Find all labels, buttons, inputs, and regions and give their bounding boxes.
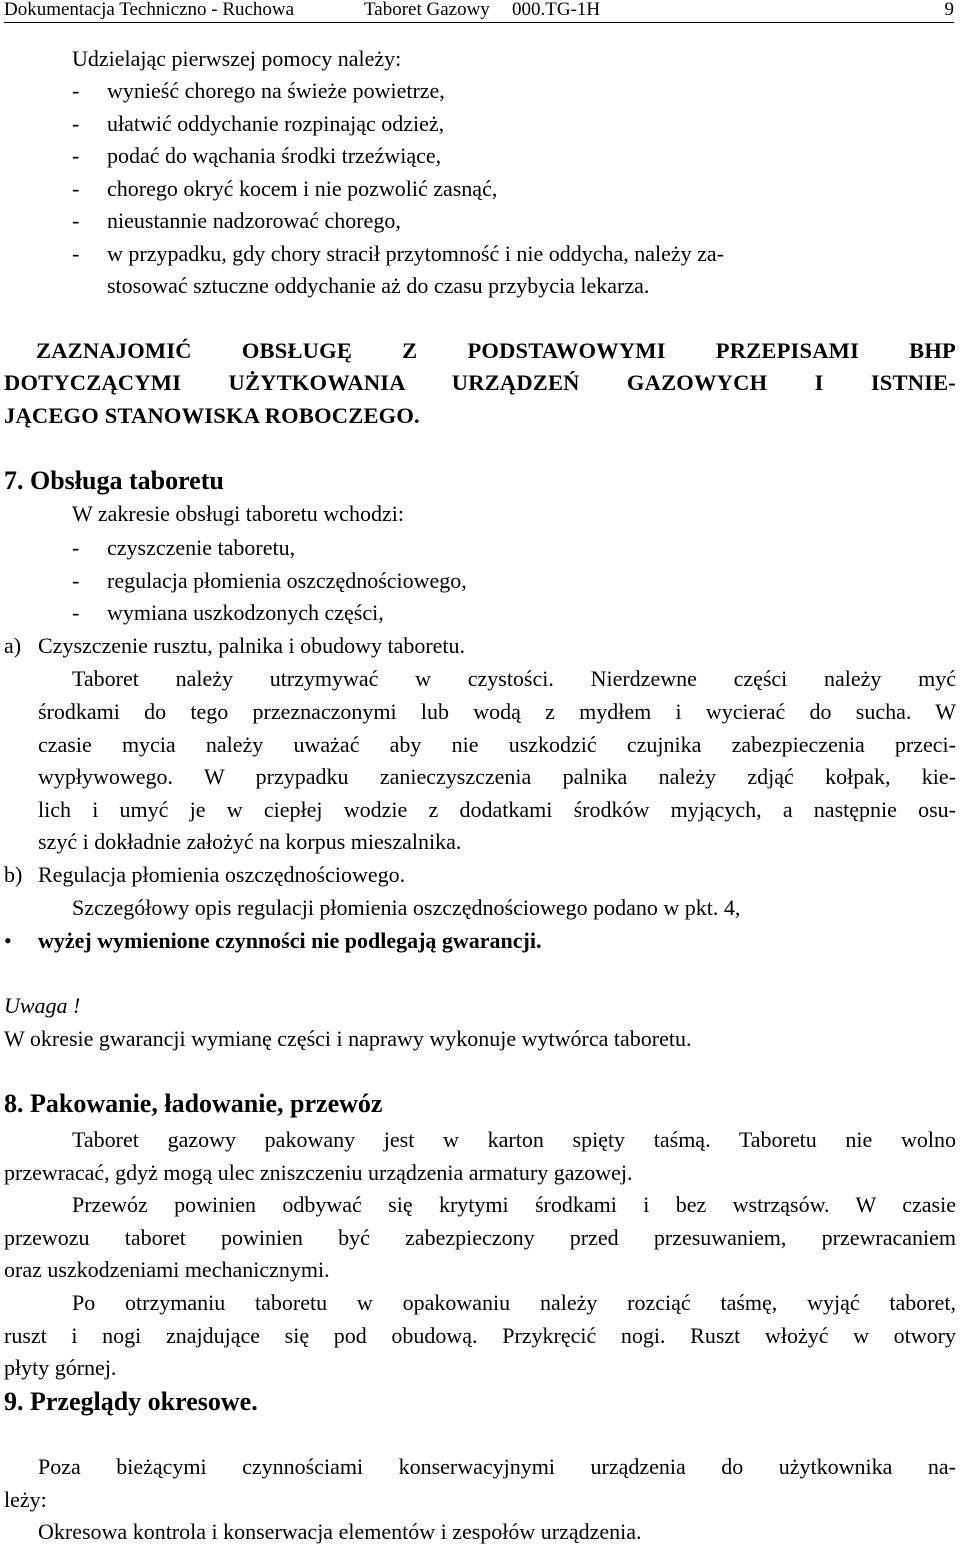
section-8-heading: 8. Pakowanie, ładowanie, przewóz (4, 1089, 383, 1118)
subsection-a-text: czasie mycia należy uważać aby nie uszkodzić czujnika zabezpieczenia przeci- (38, 732, 956, 757)
section-8-text: przewracać, gdyż mogą ulec zniszczeniu urządzenia armatury gazowej. (4, 1160, 633, 1185)
section-8-text: ruszt i nogi znajdujące się pod obudową. Przykręcić nogi. Ruszt włożyć w otwory (4, 1323, 956, 1348)
bhp-notice-line: ZAZNAJOMIĆ OBSŁUGĘ Z PODSTAWOWYMI PRZEPISAMI BHP (36, 338, 956, 363)
subsection-a-text: Taboret należy utrzymywać w czystości. Nierdzewne części należy myć (72, 666, 956, 691)
section-8-text: Przewóz powinien odbywać się krytymi środkami i bez wstrząsów. W czasie (72, 1192, 956, 1217)
subsection-a-text: wypływowego. W przypadku zanieczyszczenia palnika należy zdjąć kołpak, kie- (38, 764, 956, 789)
header-product: Taboret Gazowy (364, 0, 490, 20)
page-header (4, 0, 954, 26)
section-7-item: - wymiana uszkodzonych części, (72, 600, 384, 625)
header-rule (4, 22, 954, 23)
section-7-item: - czyszczenie taboretu, (72, 535, 296, 560)
first-aid-item: - wynieść chorego na świeże powietrze, (72, 78, 445, 103)
subsection-b-label: b) (4, 862, 23, 887)
first-aid-item: - podać do wąchania środki trzeźwiące, (72, 143, 442, 168)
subsection-a-text: szyć i dokładnie założyć na korpus mieszalnika. (38, 829, 462, 854)
subsection-b-title: Regulacja płomienia oszczędnościowego. (38, 862, 406, 887)
bullet-icon: • (4, 928, 12, 953)
header-title: Dokumentacja Techniczno - Ruchowa (4, 0, 295, 20)
first-aid-item: - nieustannie nadzorować chorego, (72, 208, 401, 233)
bhp-notice-line: DOTYCZĄCYMI UŻYTKOWANIA URZĄDZEŃ GAZOWYCH I ISTNIE- (4, 370, 956, 395)
subsection-a-label: a) (4, 633, 22, 658)
warning-title: Uwaga ! (4, 993, 81, 1018)
section-8-text: Po otrzymaniu taboretu w opakowaniu należy rozciąć taśmę, wyjąć taboret, (72, 1290, 956, 1315)
warning-text: W okresie gwarancji wymianę części i naprawy wykonuje wytwórca taboretu. (4, 1026, 692, 1051)
section-8-text: oraz uszkodzeniami mechanicznymi. (4, 1257, 330, 1282)
warranty-note: wyżej wymienione czynności nie podlegają gwarancji. (38, 928, 542, 953)
section-8-text: przewozu taboret powinien być zabezpieczony przed przesuwaniem, przewracaniem (4, 1225, 956, 1250)
section-7-heading: 7. Obsługa taboretu (4, 466, 224, 495)
section-7-item: - regulacja płomienia oszczędnościowego, (72, 568, 467, 593)
first-aid-item: - chorego okryć kocem i nie pozwolić zasnąć, (72, 176, 498, 201)
section-7-intro: W zakresie obsługi taboretu wchodzi: (72, 501, 404, 526)
first-aid-item: - w przypadku, gdy chory stracił przytomność i nie oddycha, należy za- (72, 241, 725, 266)
first-aid-continuation: stosować sztuczne oddychanie aż do czasu przybycia lekarza. (107, 273, 650, 298)
header-page-number: 9 (944, 0, 954, 20)
section-9-text: Okresowa kontrola i konserwacja elementów i zespołów urządzenia. (38, 1519, 642, 1544)
section-9-heading: 9. Przeglądy okresowe. (4, 1387, 258, 1416)
section-9-text: Poza bieżącymi czynnościami konserwacyjnymi urządzenia do użytkownika na- (38, 1454, 956, 1479)
subsection-a-title: Czyszczenie rusztu, palnika i obudowy taboretu. (38, 633, 466, 658)
section-8-text: płyty górnej. (4, 1355, 117, 1380)
subsection-b-text: Szczegółowy opis regulacji płomienia oszczędnościowego podano w pkt. 4, (72, 895, 741, 920)
bhp-notice-line: JĄCEGO STANOWISKA ROBOCZEGO. (4, 403, 420, 428)
first-aid-intro: Udzielając pierwszej pomocy należy: (72, 46, 402, 71)
subsection-a-text: lich i umyć je w ciepłej wodzie z dodatkami środków myjących, a następnie osu- (38, 797, 956, 822)
header-code: 000.TG-1H (512, 0, 601, 20)
section-9-text: leży: (4, 1487, 47, 1512)
subsection-a-text: środkami do tego przeznaczonymi lub wodą z mydłem i wycierać do sucha. W (38, 699, 956, 724)
section-8-text: Taboret gazowy pakowany jest w karton spięty taśmą. Taboretu nie wolno (72, 1127, 956, 1152)
first-aid-item: - ułatwić oddychanie rozpinając odzież, (72, 111, 445, 136)
